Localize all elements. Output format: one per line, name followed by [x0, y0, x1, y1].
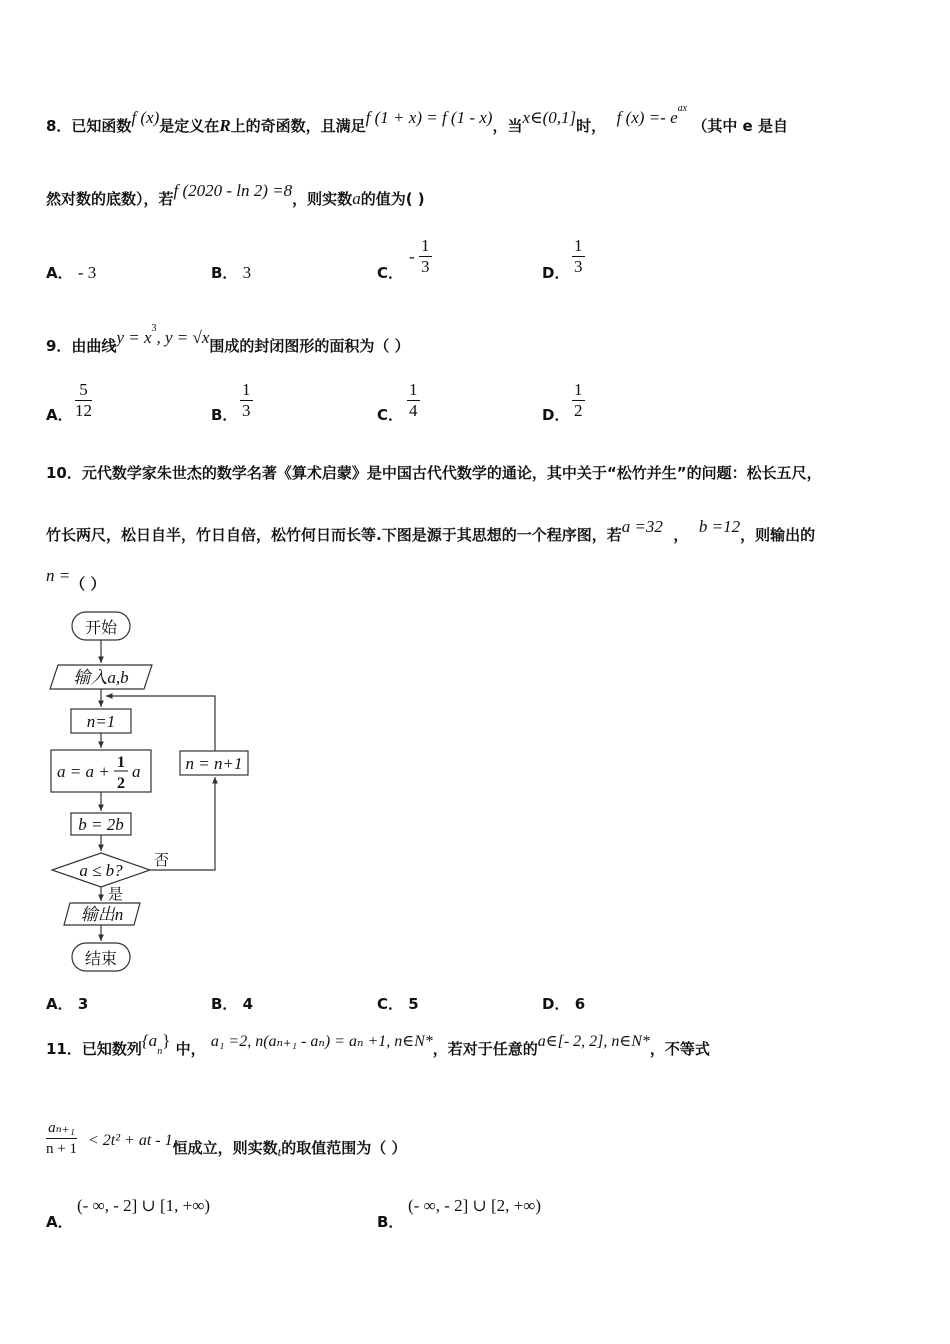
q8-R: R: [219, 116, 231, 135]
q11-fraction: $\frac{\text{aₙ₊₁}}{n + 1}$: [46, 1120, 77, 1157]
q9-option-d[interactable]: D．: [542, 406, 570, 424]
flow-yes-label: 是: [108, 887, 124, 903]
q8-line1: [46, 103, 788, 136]
q11-option-a[interactable]: A．: [46, 1213, 73, 1231]
q10-option-d[interactable]: D． 6: [542, 995, 586, 1013]
q10-line1: 10．元代数学家朱世杰的数学名著《算术启蒙》是中国古代代数学的通论，其中关于“松竹并生”的问题：松长五尺，: [46, 464, 822, 482]
flow-update-b-label: b = 2b: [78, 815, 124, 834]
q11-seq: {a: [141, 1031, 158, 1050]
q11-option-b-value: (- ∞, - 2] ∪ [2, +∞): [408, 1196, 542, 1215]
q11-option-a-value: (- ∞, - 2] ∪ [1, +∞): [77, 1196, 211, 1215]
q11-mid1: 中，: [175, 1040, 206, 1058]
q8-definition: f (x) =- e: [616, 108, 678, 127]
q8-text2: 上的奇函数，且满足: [230, 117, 366, 135]
q8-option-b[interactable]: B． 3: [211, 263, 252, 282]
q10-a-value: a =32: [621, 517, 663, 536]
flow-no-label: 否: [154, 853, 170, 869]
q11-range: a∈[- 2, 2], n∈N*: [537, 1033, 650, 1050]
q8-line2-mid: ，则实数: [292, 190, 353, 208]
q9-tail: 围成的封闭图形的面积为（ ）: [209, 337, 410, 355]
flow-update-a-right: a: [132, 762, 141, 781]
q11-line2-mid: 恒成立，则实数: [172, 1139, 278, 1157]
q11-prefix: 11．已知数列: [46, 1040, 142, 1058]
flow-input-label: 输入a,b: [73, 668, 129, 687]
q11-recurrence: a₁ =2, n(aₙ₊₁ - aₙ) = aₙ +1, n∈N*: [210, 1033, 433, 1050]
q8-given: f (2020 - ln 2) =8: [173, 181, 293, 200]
q10-line2-prefix: 竹长两尺，松日自半，竹日自倍，松竹何日而长等.下图是源于其思想的一个程序图，若: [46, 526, 622, 544]
q8-text: 是定义在: [159, 117, 220, 135]
q8-fx: f (x): [131, 108, 160, 127]
q9-curve2: , y = √x: [156, 328, 210, 347]
q9-option-c-fraction: $\frac{1}{4}$: [409, 380, 418, 420]
q9-option-b[interactable]: B．: [211, 406, 238, 424]
q8-def-exp: ax: [677, 103, 688, 114]
q8-domain: x∈(0,1]: [522, 108, 577, 127]
q11-line2-tail: 的取值范围为（ ）: [281, 1139, 407, 1157]
q10-option-b[interactable]: B． 4: [211, 995, 254, 1013]
q10-n: n =: [46, 566, 71, 585]
flow-increment-label: n = n+1: [185, 754, 243, 773]
q11-line2: [88, 1132, 407, 1159]
q10-line2-tail: ，则输出的: [740, 526, 816, 544]
q8-option-a-value: - 3: [77, 263, 97, 282]
q9-curve1-exp: 3: [151, 323, 157, 334]
q8-line2: [46, 181, 425, 209]
q10-b-value: b =12: [698, 517, 741, 536]
q8-option-d[interactable]: D．: [542, 264, 570, 282]
q11-tail: ，不等式: [649, 1040, 710, 1058]
q8-line2-prefix: 然对数的底数），若: [46, 190, 174, 208]
q9-line: [46, 323, 410, 356]
q10-option-a[interactable]: A． 3: [46, 995, 89, 1013]
q9-option-c[interactable]: C．: [377, 406, 404, 424]
q10-line3: [46, 566, 106, 594]
q9-option-a[interactable]: A．: [46, 406, 73, 424]
q8-line2-tail: 的值为( ): [360, 190, 425, 208]
flow-update-a-left: a = a +: [57, 762, 110, 781]
q8-text3: ，当: [492, 117, 523, 135]
q8-text4: 时，: [576, 117, 607, 135]
q8-option-d-fraction: $\frac{1}{3}$: [574, 236, 583, 276]
q8-option-c-sign: -: [409, 247, 415, 266]
flow-decision-label: a ≤ b?: [79, 861, 123, 880]
q9-option-d-fraction: $\frac{1}{2}$: [574, 380, 583, 420]
q11-option-b[interactable]: B．: [377, 1213, 404, 1231]
q9-option-b-fraction: $\frac{1}{3}$: [242, 380, 251, 420]
flow-init-label: n=1: [86, 712, 116, 731]
flow-end-label: 结束: [84, 951, 118, 968]
q8-option-b-value: 3: [242, 263, 252, 282]
q8-tail: （其中 e 是自: [692, 117, 788, 135]
q8-option-c[interactable]: C．: [377, 264, 404, 282]
q8-var-a: a: [352, 189, 361, 208]
flow-update-a-num: 1: [117, 754, 125, 771]
flow-output-label: 输出n: [80, 905, 124, 924]
q10-line3-tail: （ ）: [70, 575, 106, 593]
q10-line2: 竹长两尺，松日自半，竹日自倍，松竹何日而长等.下图是源于其思想的一个程序图，若a =32 ， b =12，则输出的: [46, 517, 816, 544]
q8-option-c-fraction: $\frac{1}{3}$: [421, 236, 430, 276]
q10-flowchart: [40, 605, 270, 985]
q9-prefix: 9．由曲线: [46, 337, 117, 355]
q11-inequality: < 2t² + at - 1: [88, 1132, 173, 1149]
flow-update-a-den: 2: [117, 775, 125, 792]
q10-option-c[interactable]: C． 5: [377, 995, 419, 1013]
q11-line1: 11．已知数列$\{a_n\}$ 中， a₁ =2, n(aₙ₊₁ - aₙ) = aₙ +1, n∈N*，若对于任意的a∈[- 2, 2], n∈N*，不等式: [46, 1031, 710, 1058]
q8-condition: f (1 + x) = f (1 - x): [365, 108, 493, 127]
q8-option-a[interactable]: A． - 3: [46, 263, 97, 282]
q11-mid2: ，若对于任意的: [432, 1040, 538, 1058]
q8-prefix: 8．已知函数: [46, 117, 132, 135]
q9-curve1: y = x: [116, 328, 152, 347]
q9-option-a-fraction: $\frac{5}{12}$: [75, 380, 92, 420]
flow-start-label: 开始: [84, 620, 118, 637]
q11-var-t: t: [277, 1144, 282, 1159]
